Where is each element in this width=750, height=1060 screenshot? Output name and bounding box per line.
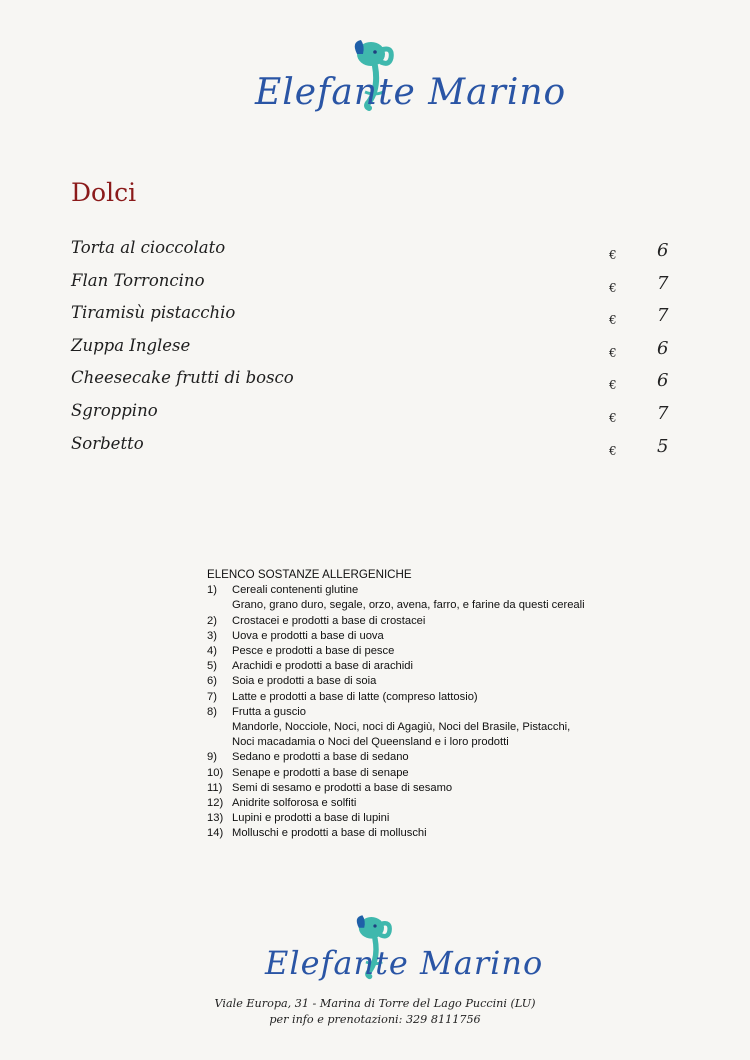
allergen-number: 10) [207,766,224,779]
menu-item-price: 6 [657,337,669,359]
menu-item-name: Tiramisù pistacchio [71,303,236,323]
allergen-number: 9) [207,751,217,764]
allergen-list-title: ELENCO SOSTANZE ALLERGENICHE [207,568,412,581]
allergen-item [207,614,627,629]
allergen-subtext: Mandorle, Nocciole, Noci, noci di Agagiù, Noci del Brasile, Pistacchi, [232,721,571,734]
allergen-text: Senape e prodotti a base di senape [232,766,409,779]
allergen-text: Anidrite solforosa e solfiti [232,797,357,810]
allergen-item [207,750,627,765]
menu-item-name: Flan Torroncino [71,270,205,290]
allergen-list [207,567,627,842]
allergen-item [207,796,627,811]
menu-item-currency: € [609,280,617,295]
allergen-text: Frutta a guscio [232,705,306,718]
menu-item-currency: € [609,410,617,425]
allergen-text: Molluschi e prodotti a base di molluschi [232,827,427,840]
footer-address: Viale Europa, 31 - Marina di Torre del Lago Puccini (LU) [214,997,536,1010]
allergen-subtext: Grano, grano duro, segale, orzo, avena, farro, e farine da questi cereali [232,599,585,612]
menu-item-price: 7 [657,402,669,424]
menu-item-currency: € [609,345,617,360]
menu-item-currency: € [609,313,617,328]
allergen-number: 1) [207,584,217,597]
allergen-number: 3) [207,629,217,642]
allergen-number: 7) [207,690,217,703]
menu-item-price: 7 [657,272,669,294]
allergen-text: Crostacei e prodotti a base di crostacei [232,614,426,627]
menu-item-currency: € [609,378,617,393]
allergen-item [207,690,627,705]
menu-item-currency: € [609,443,617,458]
dessert-menu-list [71,238,671,466]
section-title: Dolci [71,178,137,207]
allergen-number: 6) [207,675,217,688]
allergen-subtext: Noci macadamia o Noci del Queensland e i loro prodotti [232,736,509,749]
allergen-number: 12) [207,797,224,810]
allergen-item [207,766,627,781]
allergen-number: 13) [207,812,224,825]
logo-bottom [265,908,544,988]
allergen-text: Arachidi e prodotti a base di arachidi [232,660,413,673]
menu-item [71,238,671,271]
allergen-item [207,674,627,689]
allergen-text: Sedano e prodotti a base di sedano [232,751,409,764]
allergen-item [207,811,627,826]
allergen-text: Lupini e prodotti a base di lupini [232,812,390,825]
menu-item-price: 6 [657,240,669,261]
allergen-items [207,583,627,841]
allergen-number: 5) [207,660,217,673]
allergen-item [207,629,627,644]
menu-item-price: 6 [657,370,669,392]
logo-text: Elefante Marino [255,72,567,113]
allergen-number: 11) [207,781,223,794]
menu-item [71,401,671,434]
allergen-item [207,826,627,841]
allergen-item [207,659,627,674]
allergen-text: Soia e prodotti a base di soia [232,675,377,688]
menu-item-name: Torta al cioccolato [71,238,226,257]
allergen-item [207,781,627,796]
menu-item-name: Cheesecake frutti di bosco [71,368,294,388]
allergen-number: 8) [207,705,217,718]
allergen-item [207,583,627,613]
allergen-text: Semi di sesamo e prodotti a base di sesamo [232,781,453,794]
logo-top [255,30,567,120]
allergen-number: 14) [207,827,224,840]
menu-item [71,336,671,369]
allergen-text: Cereali contenenti glutine [232,584,359,597]
menu-item [71,271,671,304]
allergen-number: 2) [207,614,217,627]
menu-item-price: 5 [657,435,669,457]
menu-item [71,434,671,467]
allergen-text: Latte e prodotti a base di latte (compreso lattosio) [232,690,478,703]
menu-item-name: Sgroppino [71,400,158,420]
menu-item [71,303,671,336]
menu-item-price: 7 [657,305,669,327]
allergen-text: Uova e prodotti a base di uova [232,629,384,642]
menu-item-currency: € [609,248,617,262]
allergen-item [207,644,627,659]
allergen-text: Pesce e prodotti a base di pesce [232,645,395,658]
menu-item-name: Sorbetto [71,433,144,453]
menu-item-name: Zuppa Inglese [71,335,191,355]
allergen-number: 4) [207,645,217,658]
menu-item [71,368,671,401]
footer-contact: per info e prenotazioni: 329 8111756 [269,1013,481,1026]
logo-text: Elefante Marino [265,944,544,982]
allergen-item [207,705,627,751]
footer [0,996,750,1028]
